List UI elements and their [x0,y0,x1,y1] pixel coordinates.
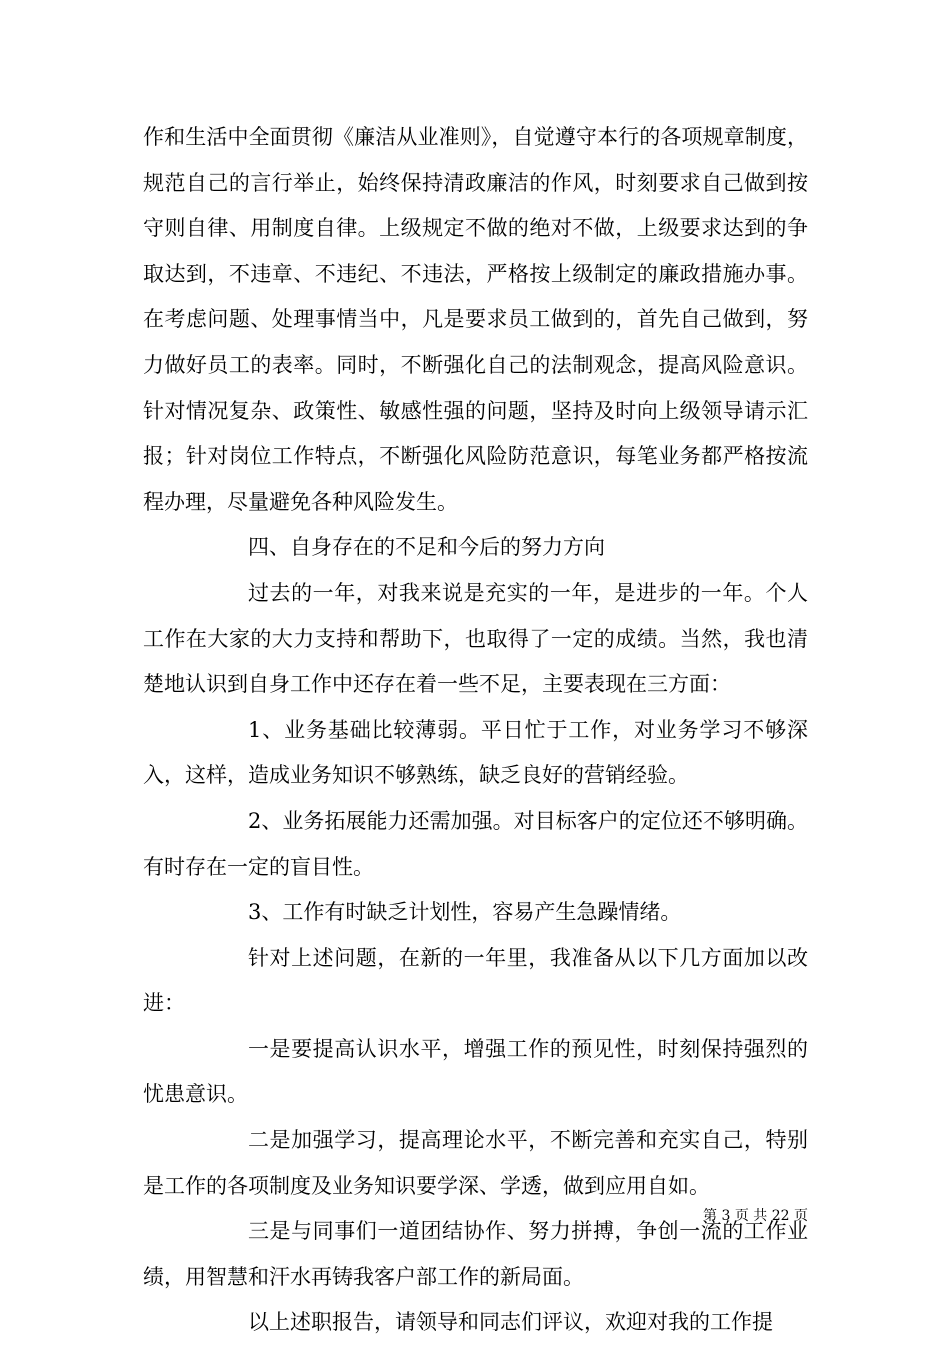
paragraph-integrity: 作和生活中全面贯彻《廉洁从业准则》，自觉遵守本行的各项规章制度，规范自己的言行举止，始终保持清政廉洁的作风，时刻要求自己做到按守则自律、用制度自律。上级规定不做的绝对不做，上级要求达到的争取达到，不违章、不违纪、不违法，严格按上级制定的廉政措施办事。在考虑问题、处理事情当中，凡是要求员工做到的，首先自己做到，努力做好员工的表率。同时，不断强化自己的法制观念，提高风险意识。针对情况复杂、政策性、敏感性强的问题，坚持及时向上级领导请示汇报；针对岗位工作特点，不断强化风险防范意识，每笔业务都严格按流程办理，尽量避免各种风险发生。 [143,125,808,514]
improvement-item-3: 三是与同事们一道团结协作、努力拼搏，争创一流的工作业绩，用智慧和汗水再铸我客户部工作的新局面。 [143,1219,808,1289]
improvement-item-1: 一是要提高认识水平，增强工作的预见性，时刻保持强烈的忧患意识。 [143,1036,808,1107]
document-body [143,115,808,1346]
improvement-item-2: 二是加强学习，提高理论水平，不断完善和充实自己，特别是工作的各项制度及业务知识要学深、学透，做到应用自如。 [143,1128,808,1198]
paragraph-past-year: 过去的一年，对我来说是充实的一年，是进步的一年。个人工作在大家的大力支持和帮助下，也取得了一定的成绩。当然，我也清楚地认识到自身工作中还存在着一些不足，主要表现在三方面： [143,580,808,697]
section-heading-shortcomings: 四、自身存在的不足和今后的努力方向 [248,535,605,560]
list-item-1: 1、业务基础比较薄弱。平日忙于工作，对业务学习不够深入，这样，造成业务知识不够熟练，缺乏良好的营销经验。 [143,717,808,788]
paragraph-closing: 以上述职报告，请领导和同志们评议，欢迎对我的工作提 [248,1310,773,1335]
paragraph-improvement-intro: 针对上述问题，在新的一年里，我准备从以下几方面加以改进： [143,945,808,1016]
page-number: 第 3 页 共 22 页 [703,1208,808,1224]
list-item-2: 2、业务拓展能力还需加强。对目标客户的定位还不够明确。有时存在一定的盲目性。 [143,808,808,879]
list-item-3: 3、工作有时缺乏计划性，容易产生急躁情绪。 [248,900,682,925]
